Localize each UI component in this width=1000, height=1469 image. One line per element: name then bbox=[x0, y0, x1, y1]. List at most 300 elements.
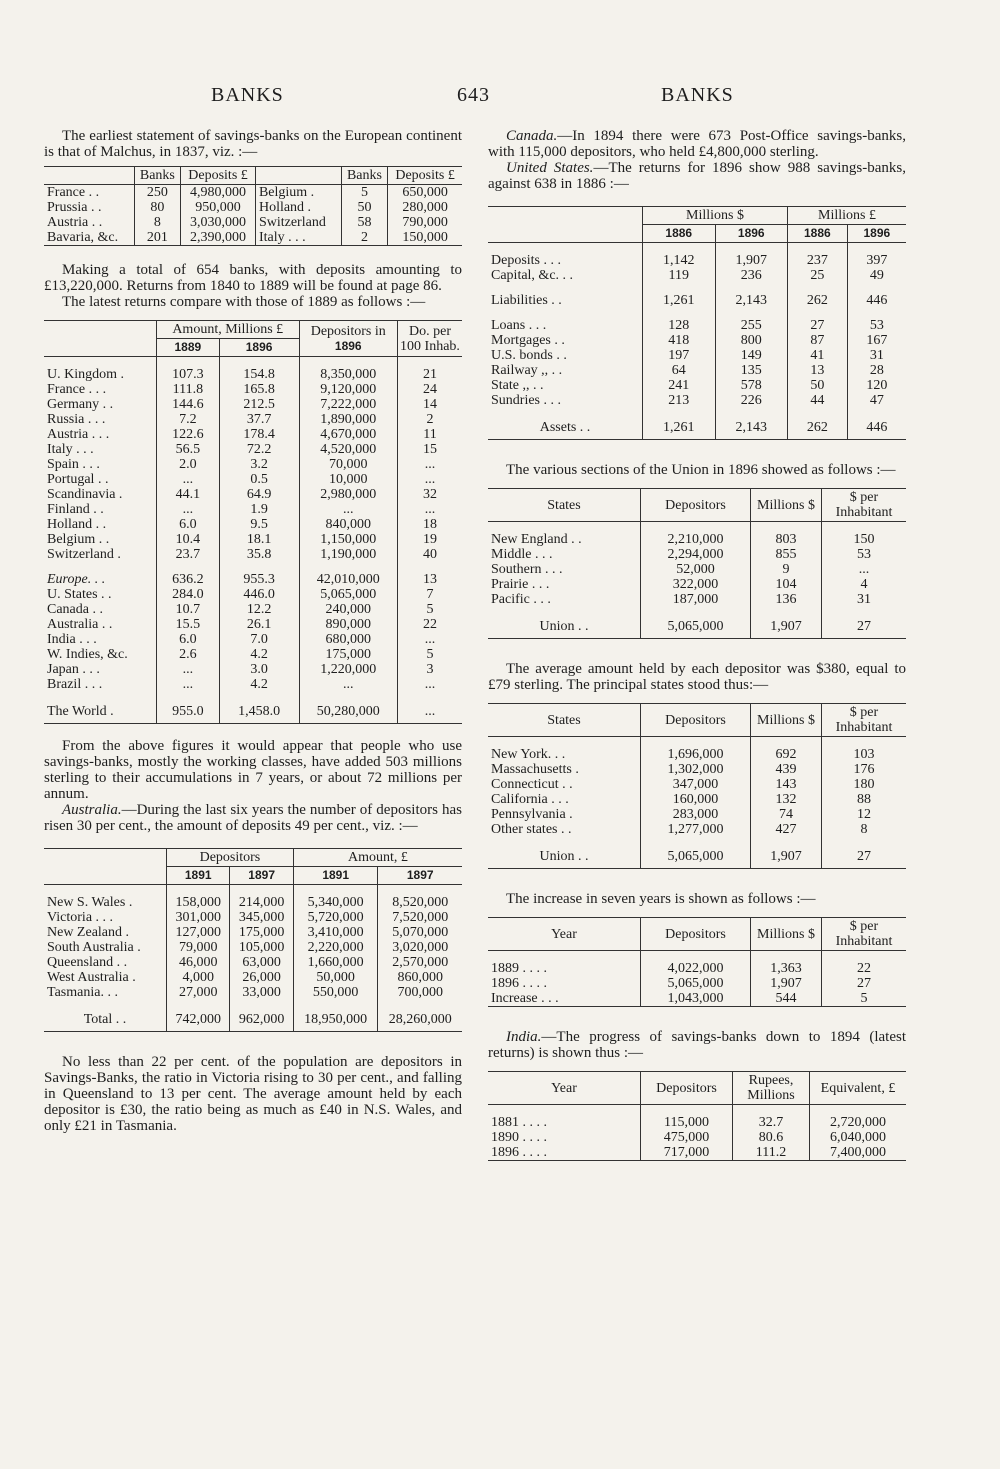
table-cell: 175,000 bbox=[230, 925, 293, 940]
india-table bbox=[488, 1071, 906, 1161]
row-label: Massachusetts . bbox=[491, 762, 579, 777]
row-label: Brazil . . . bbox=[47, 677, 103, 692]
table-row bbox=[44, 357, 462, 383]
table-cell: ... bbox=[822, 562, 907, 577]
table-cell: 107.3 bbox=[157, 357, 220, 383]
table-cell: 397 bbox=[847, 243, 906, 269]
col-header: Banks bbox=[134, 167, 180, 185]
table-cell: 240,000 bbox=[299, 602, 398, 617]
table-cell: 1,660,000 bbox=[293, 955, 378, 970]
table-body bbox=[488, 737, 906, 838]
table-cell: 40 bbox=[398, 547, 463, 562]
table-body bbox=[488, 283, 906, 308]
row-label: Pacific . . . bbox=[491, 592, 551, 607]
table-cell: 418 bbox=[643, 333, 716, 348]
table-row bbox=[44, 970, 462, 985]
table-body bbox=[44, 885, 462, 1001]
india-label: India. bbox=[506, 1029, 542, 1045]
table-cell: 201 bbox=[134, 230, 180, 246]
table-cell: 4,022,000 bbox=[641, 951, 751, 977]
table-cell: 154.8 bbox=[219, 357, 299, 383]
table-cell: 347,000 bbox=[641, 777, 751, 792]
col-header-per-100: Do. per 100 Inhab. bbox=[398, 321, 463, 357]
table-cell: 10,000 bbox=[299, 472, 398, 487]
table-cell: 27 bbox=[788, 308, 848, 333]
table-cell: 1,277,000 bbox=[641, 822, 751, 837]
table-body bbox=[44, 562, 462, 692]
table-cell: 105,000 bbox=[230, 940, 293, 955]
australia-text: —During the last six years the number of depositors has risen 30 per cent., the amount of deposits 49 per cent., viz. :— bbox=[44, 802, 462, 834]
table-row bbox=[44, 427, 462, 442]
blank-header bbox=[44, 849, 167, 885]
table-cell: 135 bbox=[715, 363, 788, 378]
table-row bbox=[488, 522, 906, 548]
table-cell: 2 bbox=[398, 412, 463, 427]
total-row bbox=[44, 692, 462, 724]
running-head-right: BANKS bbox=[661, 84, 734, 106]
table-row bbox=[488, 762, 906, 777]
table-cell: 24 bbox=[398, 382, 463, 397]
table-cell: 15 bbox=[398, 442, 463, 457]
table-cell: 111.2 bbox=[733, 1145, 810, 1161]
row-label: Russia . . . bbox=[47, 412, 106, 427]
table-cell: 19 bbox=[398, 532, 463, 547]
table-cell: 5 bbox=[822, 991, 907, 1007]
table-cell: 150 bbox=[822, 522, 907, 548]
col-header-amount: Amount, £ bbox=[293, 849, 462, 867]
table-cell: 15.5 bbox=[157, 617, 220, 632]
increase-table bbox=[488, 917, 906, 1007]
table-cell: 80.6 bbox=[733, 1130, 810, 1145]
blank-header bbox=[44, 167, 134, 185]
row-label: U. Kingdom . bbox=[47, 367, 124, 382]
table-cell: 8 bbox=[822, 822, 907, 837]
paragraph-india bbox=[488, 1029, 906, 1061]
table-row bbox=[488, 1130, 906, 1145]
table-cell: 1,907 bbox=[751, 976, 822, 991]
table-cell: 322,000 bbox=[641, 577, 751, 592]
table-cell: 119 bbox=[643, 268, 716, 283]
paragraph-total: Making a total of 654 banks, with deposits amounting to £13,220,000. Returns from 1840 to 1889 will be found at page 86. bbox=[44, 262, 462, 294]
table-cell: 3,020,000 bbox=[378, 940, 462, 955]
table-cell: 1,907 bbox=[751, 837, 822, 869]
col-header: Depositors bbox=[641, 918, 751, 951]
row-label: Tasmania. . . bbox=[47, 985, 118, 1000]
col-header: Deposits £ bbox=[388, 167, 462, 185]
table-cell: 27,000 bbox=[167, 985, 230, 1000]
table-cell: 283,000 bbox=[641, 807, 751, 822]
table-row bbox=[44, 617, 462, 632]
table-cell: 7 bbox=[398, 587, 463, 602]
table-cell: 840,000 bbox=[299, 517, 398, 532]
table-cell: 26,000 bbox=[230, 970, 293, 985]
table-cell: 31 bbox=[847, 348, 906, 363]
table-cell: 2,570,000 bbox=[378, 955, 462, 970]
row-label: New England . . bbox=[491, 532, 582, 547]
table-body bbox=[488, 522, 906, 608]
row-label: State ,, . . bbox=[491, 378, 544, 393]
table-row bbox=[44, 502, 462, 517]
table-cell: 103 bbox=[822, 737, 907, 763]
row-label: New Zealand . bbox=[47, 925, 130, 940]
col-year: 1896 bbox=[847, 225, 906, 243]
table-cell: 700,000 bbox=[378, 985, 462, 1000]
table-cell: 187,000 bbox=[641, 592, 751, 607]
table-row bbox=[44, 487, 462, 502]
col-header: States bbox=[488, 704, 641, 737]
table-cell: 5 bbox=[341, 185, 387, 201]
table-cell: 72.2 bbox=[219, 442, 299, 457]
table-cell: 79,000 bbox=[167, 940, 230, 955]
table-cell: 58 bbox=[341, 215, 387, 230]
table-row bbox=[44, 547, 462, 562]
col-header: Millions $ bbox=[751, 918, 822, 951]
table-cell: 32 bbox=[398, 487, 463, 502]
table-cell: 70,000 bbox=[299, 457, 398, 472]
table-cell: 4 bbox=[822, 577, 907, 592]
table-cell: 31 bbox=[822, 592, 907, 607]
table-cell: 87 bbox=[788, 333, 848, 348]
row-label: Pennsylvania . bbox=[491, 807, 573, 822]
table-cell: 23.7 bbox=[157, 547, 220, 562]
table-cell: 47 bbox=[847, 393, 906, 408]
table-cell: 3.2 bbox=[219, 457, 299, 472]
table-cell: 27 bbox=[822, 976, 907, 991]
table-cell: 1,261 bbox=[643, 408, 716, 440]
table-row bbox=[488, 363, 906, 378]
row-label: Prairie . . . bbox=[491, 577, 550, 592]
row-label: Scandinavia . bbox=[47, 487, 123, 502]
table-row bbox=[44, 955, 462, 970]
table-cell: 2,294,000 bbox=[641, 547, 751, 562]
col-header-depositors: Depositors bbox=[167, 849, 294, 867]
row-label: Bavaria, &c. bbox=[47, 230, 119, 245]
table-cell: ... bbox=[299, 677, 398, 692]
table-row bbox=[44, 185, 462, 201]
table-cell: ... bbox=[299, 502, 398, 517]
table-cell: 18 bbox=[398, 517, 463, 532]
row-label: New S. Wales . bbox=[47, 895, 133, 910]
col-year: 1896 bbox=[715, 225, 788, 243]
table-cell: 427 bbox=[751, 822, 822, 837]
table-cell: 578 bbox=[715, 378, 788, 393]
col-year: 1891 bbox=[167, 867, 230, 885]
row-label: The World . bbox=[47, 704, 114, 719]
row-label: Southern . . . bbox=[491, 562, 563, 577]
row-label: Loans . . . bbox=[491, 318, 547, 333]
table-cell: Holland . bbox=[255, 200, 341, 215]
table-row bbox=[488, 243, 906, 269]
col-header: Depositors bbox=[641, 1072, 733, 1105]
row-label: Italy . . . bbox=[47, 442, 94, 457]
table-cell: 446 bbox=[847, 408, 906, 440]
table-cell: 446 bbox=[847, 283, 906, 308]
table-cell: 115,000 bbox=[641, 1105, 733, 1131]
table-cell: 5 bbox=[398, 602, 463, 617]
table-cell: 4.2 bbox=[219, 677, 299, 692]
table-cell: 6.0 bbox=[157, 517, 220, 532]
table-cell: 8 bbox=[134, 215, 180, 230]
table-row bbox=[44, 472, 462, 487]
table-cell: 250 bbox=[134, 185, 180, 201]
table-cell: 21 bbox=[398, 357, 463, 383]
table-cell: 14 bbox=[398, 397, 463, 412]
table-body bbox=[44, 692, 462, 724]
table-cell: 550,000 bbox=[293, 985, 378, 1000]
total-row bbox=[44, 1000, 462, 1032]
table-cell: 160,000 bbox=[641, 792, 751, 807]
paragraph-union-sections: The various sections of the Union in 1896 showed as follows :— bbox=[506, 462, 896, 478]
canada-label: Canada. bbox=[506, 128, 558, 144]
table-cell: 3 bbox=[398, 662, 463, 677]
table-cell: 25 bbox=[788, 268, 848, 283]
row-label: Deposits . . . bbox=[491, 253, 561, 268]
table-cell: 53 bbox=[847, 308, 906, 333]
table-cell: 64.9 bbox=[219, 487, 299, 502]
table-cell: 226 bbox=[715, 393, 788, 408]
table-cell: ... bbox=[157, 662, 220, 677]
table-cell: 13 bbox=[788, 363, 848, 378]
col-header: Deposits £ bbox=[181, 167, 256, 185]
paragraph-population: No less than 22 per cent. of the population are depositors in Savings-Banks, the ratio in Victoria rising to 30 per cent., and falling in Queensland to 13 per cent. The average amount held by each depositor is £30, the ratio being as much as £40 in N.S. Wales, and only £21 in Tasmania. bbox=[44, 1054, 462, 1134]
table-cell: 150,000 bbox=[388, 230, 462, 246]
row-label: Victoria . . . bbox=[47, 910, 114, 925]
table-row bbox=[44, 215, 462, 230]
table-cell: 74 bbox=[751, 807, 822, 822]
table-cell: 5 bbox=[398, 647, 463, 662]
table-cell: 44.1 bbox=[157, 487, 220, 502]
col-header-millions-dollars: Millions $ bbox=[643, 207, 788, 225]
table-cell: 128 bbox=[643, 308, 716, 333]
col-header: Rupees, Millions bbox=[733, 1072, 810, 1105]
table-row bbox=[44, 602, 462, 617]
table-cell: 2.6 bbox=[157, 647, 220, 662]
paragraph-latest-returns: The latest returns compare with those of 1889 as follows :— bbox=[62, 294, 426, 310]
table-cell: 53 bbox=[822, 547, 907, 562]
table-cell: 7.0 bbox=[219, 632, 299, 647]
table-cell: 475,000 bbox=[641, 1130, 733, 1145]
col-year: 1886 bbox=[643, 225, 716, 243]
table-body bbox=[44, 1000, 462, 1032]
table-cell: 237 bbox=[788, 243, 848, 269]
table-cell: ... bbox=[398, 632, 463, 647]
table-cell: 2,390,000 bbox=[181, 230, 256, 246]
table-cell: 262 bbox=[788, 283, 848, 308]
table-cell: 692 bbox=[751, 737, 822, 763]
table-cell: 6,040,000 bbox=[810, 1130, 907, 1145]
table-cell: 44 bbox=[788, 393, 848, 408]
table-row bbox=[488, 822, 906, 837]
table-row bbox=[44, 647, 462, 662]
col-year: 1889 bbox=[157, 339, 220, 357]
row-label: Switzerland . bbox=[47, 547, 121, 562]
table-cell: 56.5 bbox=[157, 442, 220, 457]
table-cell: 0.5 bbox=[219, 472, 299, 487]
row-label: Railway ,, . . bbox=[491, 363, 563, 378]
latest-returns-table bbox=[44, 320, 462, 724]
row-label: Capital, &c. . . bbox=[491, 268, 574, 283]
depositors-in: Depositors in bbox=[310, 323, 386, 339]
table-row bbox=[44, 562, 462, 587]
table-body bbox=[488, 408, 906, 440]
table-cell: 52,000 bbox=[641, 562, 751, 577]
paragraph-increase: The increase in seven years is shown as follows :— bbox=[506, 891, 816, 907]
table-cell: 2 bbox=[341, 230, 387, 246]
row-label: 1896 . . . . bbox=[491, 1145, 547, 1160]
table-cell: 3.0 bbox=[219, 662, 299, 677]
row-label: Liabilities . . bbox=[491, 293, 562, 308]
table-row bbox=[488, 308, 906, 333]
table-row bbox=[44, 200, 462, 215]
row-label: Union . . bbox=[539, 619, 589, 634]
row-label: Australia . . bbox=[47, 617, 113, 632]
table-cell: 5,720,000 bbox=[293, 910, 378, 925]
table-cell: 144.6 bbox=[157, 397, 220, 412]
table-cell: 5,065,000 bbox=[641, 837, 751, 869]
table-cell: 176 bbox=[822, 762, 907, 777]
table-cell: 213 bbox=[643, 393, 716, 408]
row-label: U. States . . bbox=[47, 587, 112, 602]
table-row bbox=[44, 397, 462, 412]
table-cell: 132 bbox=[751, 792, 822, 807]
table-cell: Switzerland bbox=[255, 215, 341, 230]
principal-states-table bbox=[488, 703, 906, 869]
table-cell: 1,150,000 bbox=[299, 532, 398, 547]
row-label: Connecticut . . bbox=[491, 777, 573, 792]
table-cell: 7,520,000 bbox=[378, 910, 462, 925]
table-cell: Italy . . . bbox=[255, 230, 341, 246]
table-cell: 63,000 bbox=[230, 955, 293, 970]
table-cell: 165.8 bbox=[219, 382, 299, 397]
table-row bbox=[488, 951, 906, 977]
table-row bbox=[44, 925, 462, 940]
table-row bbox=[44, 532, 462, 547]
row-label: Portugal . . bbox=[47, 472, 109, 487]
row-label: West Australia . bbox=[47, 970, 136, 985]
table-cell: 7,400,000 bbox=[810, 1145, 907, 1161]
col-header: States bbox=[488, 489, 641, 522]
table-row bbox=[488, 792, 906, 807]
row-label: Finland . . bbox=[47, 502, 104, 517]
table-body bbox=[44, 185, 462, 246]
table-row bbox=[488, 333, 906, 348]
table-cell: 955.3 bbox=[219, 562, 299, 587]
table-cell: 790,000 bbox=[388, 215, 462, 230]
row-label: Germany . . bbox=[47, 397, 114, 412]
table-cell: 5,065,000 bbox=[641, 607, 751, 639]
table-cell: 42,010,000 bbox=[299, 562, 398, 587]
row-label: Holland . . bbox=[47, 517, 107, 532]
table-row bbox=[488, 777, 906, 792]
table-row bbox=[488, 807, 906, 822]
table-cell: Belgium . bbox=[255, 185, 341, 201]
table-cell: 158,000 bbox=[167, 885, 230, 911]
table-cell: 13 bbox=[398, 562, 463, 587]
table-row bbox=[488, 976, 906, 991]
table-cell: 178.4 bbox=[219, 427, 299, 442]
table-cell: 255 bbox=[715, 308, 788, 333]
col-year: 1897 bbox=[230, 867, 293, 885]
table-cell: 3,030,000 bbox=[181, 215, 256, 230]
table-cell: 212.5 bbox=[219, 397, 299, 412]
col-header: Depositors bbox=[641, 704, 751, 737]
table-cell: 1,363 bbox=[751, 951, 822, 977]
table-cell: 8,350,000 bbox=[299, 357, 398, 383]
row-label: Austria . . . bbox=[47, 427, 110, 442]
table-cell: 2,720,000 bbox=[810, 1105, 907, 1131]
table-cell: 50,280,000 bbox=[299, 692, 398, 724]
table-row bbox=[44, 587, 462, 602]
table-cell: 1,907 bbox=[751, 607, 822, 639]
row-label: Assets . . bbox=[539, 420, 591, 435]
table-cell: 9 bbox=[751, 562, 822, 577]
table-cell: 950,000 bbox=[181, 200, 256, 215]
table-body bbox=[488, 837, 906, 869]
table-cell: 1,220,000 bbox=[299, 662, 398, 677]
table-cell: 241 bbox=[643, 378, 716, 393]
table-cell: 236 bbox=[715, 268, 788, 283]
table-cell: 2,143 bbox=[715, 283, 788, 308]
table-cell: 143 bbox=[751, 777, 822, 792]
table-cell: 122.6 bbox=[157, 427, 220, 442]
table-cell: 28,260,000 bbox=[378, 1000, 462, 1032]
table-cell: 167 bbox=[847, 333, 906, 348]
table-cell: ... bbox=[398, 692, 463, 724]
col-header: Year bbox=[488, 1072, 641, 1105]
col-header: $ per Inhabitant bbox=[822, 489, 907, 522]
row-label: Queensland . . bbox=[47, 955, 128, 970]
table-cell: 962,000 bbox=[230, 1000, 293, 1032]
table-row bbox=[488, 348, 906, 363]
table-cell: 80 bbox=[134, 200, 180, 215]
table-cell: 46,000 bbox=[167, 955, 230, 970]
row-label: 1889 . . . . bbox=[491, 961, 547, 976]
row-label: New York. . . bbox=[491, 747, 566, 762]
table-cell: 650,000 bbox=[388, 185, 462, 201]
table-cell: 742,000 bbox=[167, 1000, 230, 1032]
table-cell: 26.1 bbox=[219, 617, 299, 632]
table-cell: 4,000 bbox=[167, 970, 230, 985]
row-label: France . . . bbox=[47, 382, 107, 397]
table-row bbox=[488, 577, 906, 592]
table-cell: 262 bbox=[788, 408, 848, 440]
table-cell: 18,950,000 bbox=[293, 1000, 378, 1032]
row-label: California . . . bbox=[491, 792, 569, 807]
table-cell: 32.7 bbox=[733, 1105, 810, 1131]
table-cell: 10.7 bbox=[157, 602, 220, 617]
table-row bbox=[44, 457, 462, 472]
table-cell: 136 bbox=[751, 592, 822, 607]
table-cell: 439 bbox=[751, 762, 822, 777]
table-cell: 1,190,000 bbox=[299, 547, 398, 562]
table-cell: 890,000 bbox=[299, 617, 398, 632]
row-label: Mortgages . . bbox=[491, 333, 565, 348]
table-row bbox=[488, 737, 906, 763]
table-cell: 12.2 bbox=[219, 602, 299, 617]
blank-header bbox=[488, 207, 643, 243]
row-label: Prussia . . bbox=[47, 200, 102, 215]
row-label: 1881 . . . . bbox=[491, 1115, 547, 1130]
table-cell: 280,000 bbox=[388, 200, 462, 215]
table-row bbox=[44, 442, 462, 457]
table-cell: 860,000 bbox=[378, 970, 462, 985]
table-row bbox=[488, 1145, 906, 1161]
table-cell: 4,670,000 bbox=[299, 427, 398, 442]
table-row bbox=[488, 268, 906, 283]
table-cell: 149 bbox=[715, 348, 788, 363]
table-cell: 214,000 bbox=[230, 885, 293, 911]
row-label: 1896 . . . . bbox=[491, 976, 547, 991]
